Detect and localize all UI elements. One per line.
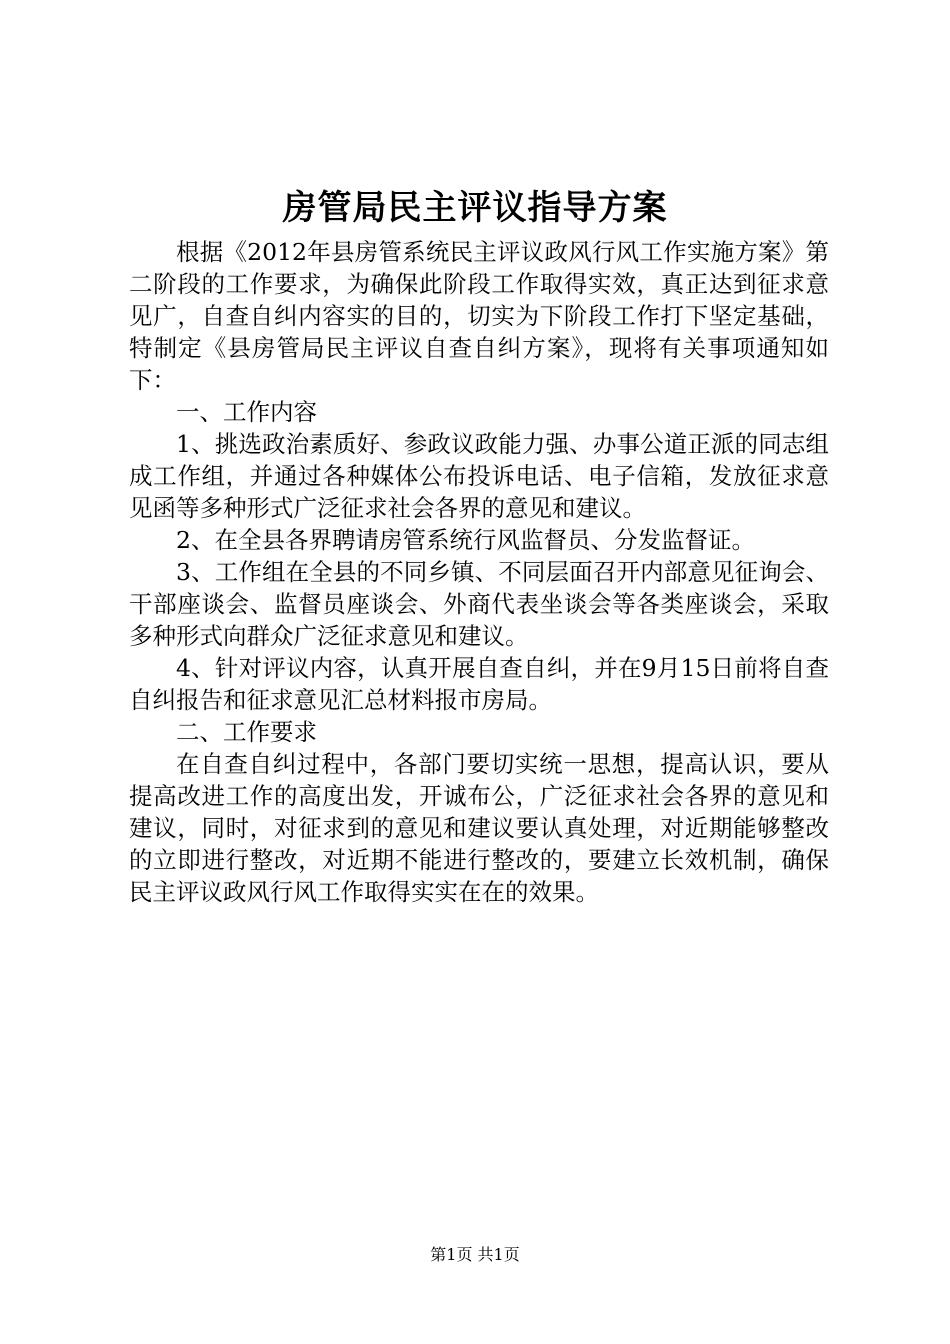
document-title: 房管局民主评议指导方案: [282, 188, 668, 228]
requirements-paragraph: 在自查自纠过程中，各部门要切实统一思想，提高认识，要从提高改进工作的高度出发，开诚布公，广泛征求社会各界的意见和建议，同时，对征求到的意见和建议要认真处理，对近期能够整改的立即进行整改，对近期不能进行整改的，要建立长效机制，确保民主评议政风行风工作取得实实在在的效果。: [129, 750, 829, 906]
section-heading-work-requirements: 二、工作要求: [176, 718, 317, 746]
document-body: [129, 236, 829, 908]
work-item-2: 2、在全县各界聘请房管系统行风监督员、分发监督证。: [176, 526, 755, 554]
section-heading-work-content: 一、工作内容: [176, 398, 317, 426]
work-item-4: 4、针对评议内容，认真开展自查自纠，并在9月15日前将自查自纠报告和征求意见汇总材料报市房局。: [129, 654, 829, 714]
work-item-1: 1、挑选政治素质好、参政议政能力强、办事公道正派的同志组成工作组，并通过各种媒体公布投诉电话、电子信箱，发放征求意见函等多种形式广泛征求社会各界的意见和建议。: [129, 430, 829, 522]
intro-paragraph: 根据《2012年县房管系统民主评议政风行风工作实施方案》第二阶段的工作要求，为确保此阶段工作取得实效，真正达到征求意见广，自查自纠内容实的目的，切实为下阶段工作打下坚定基础，特制定《县房管局民主评议自查自纠方案》，现将有关事项通知如下：: [129, 238, 829, 394]
work-item-3: 3、工作组在全县的不同乡镇、不同层面召开内部意见征询会、干部座谈会、监督员座谈会、外商代表坐谈会等各类座谈会，采取多种形式向群众广泛征求意见和建议。: [129, 558, 829, 650]
page-footer: 第1页 共1页: [430, 1245, 520, 1264]
